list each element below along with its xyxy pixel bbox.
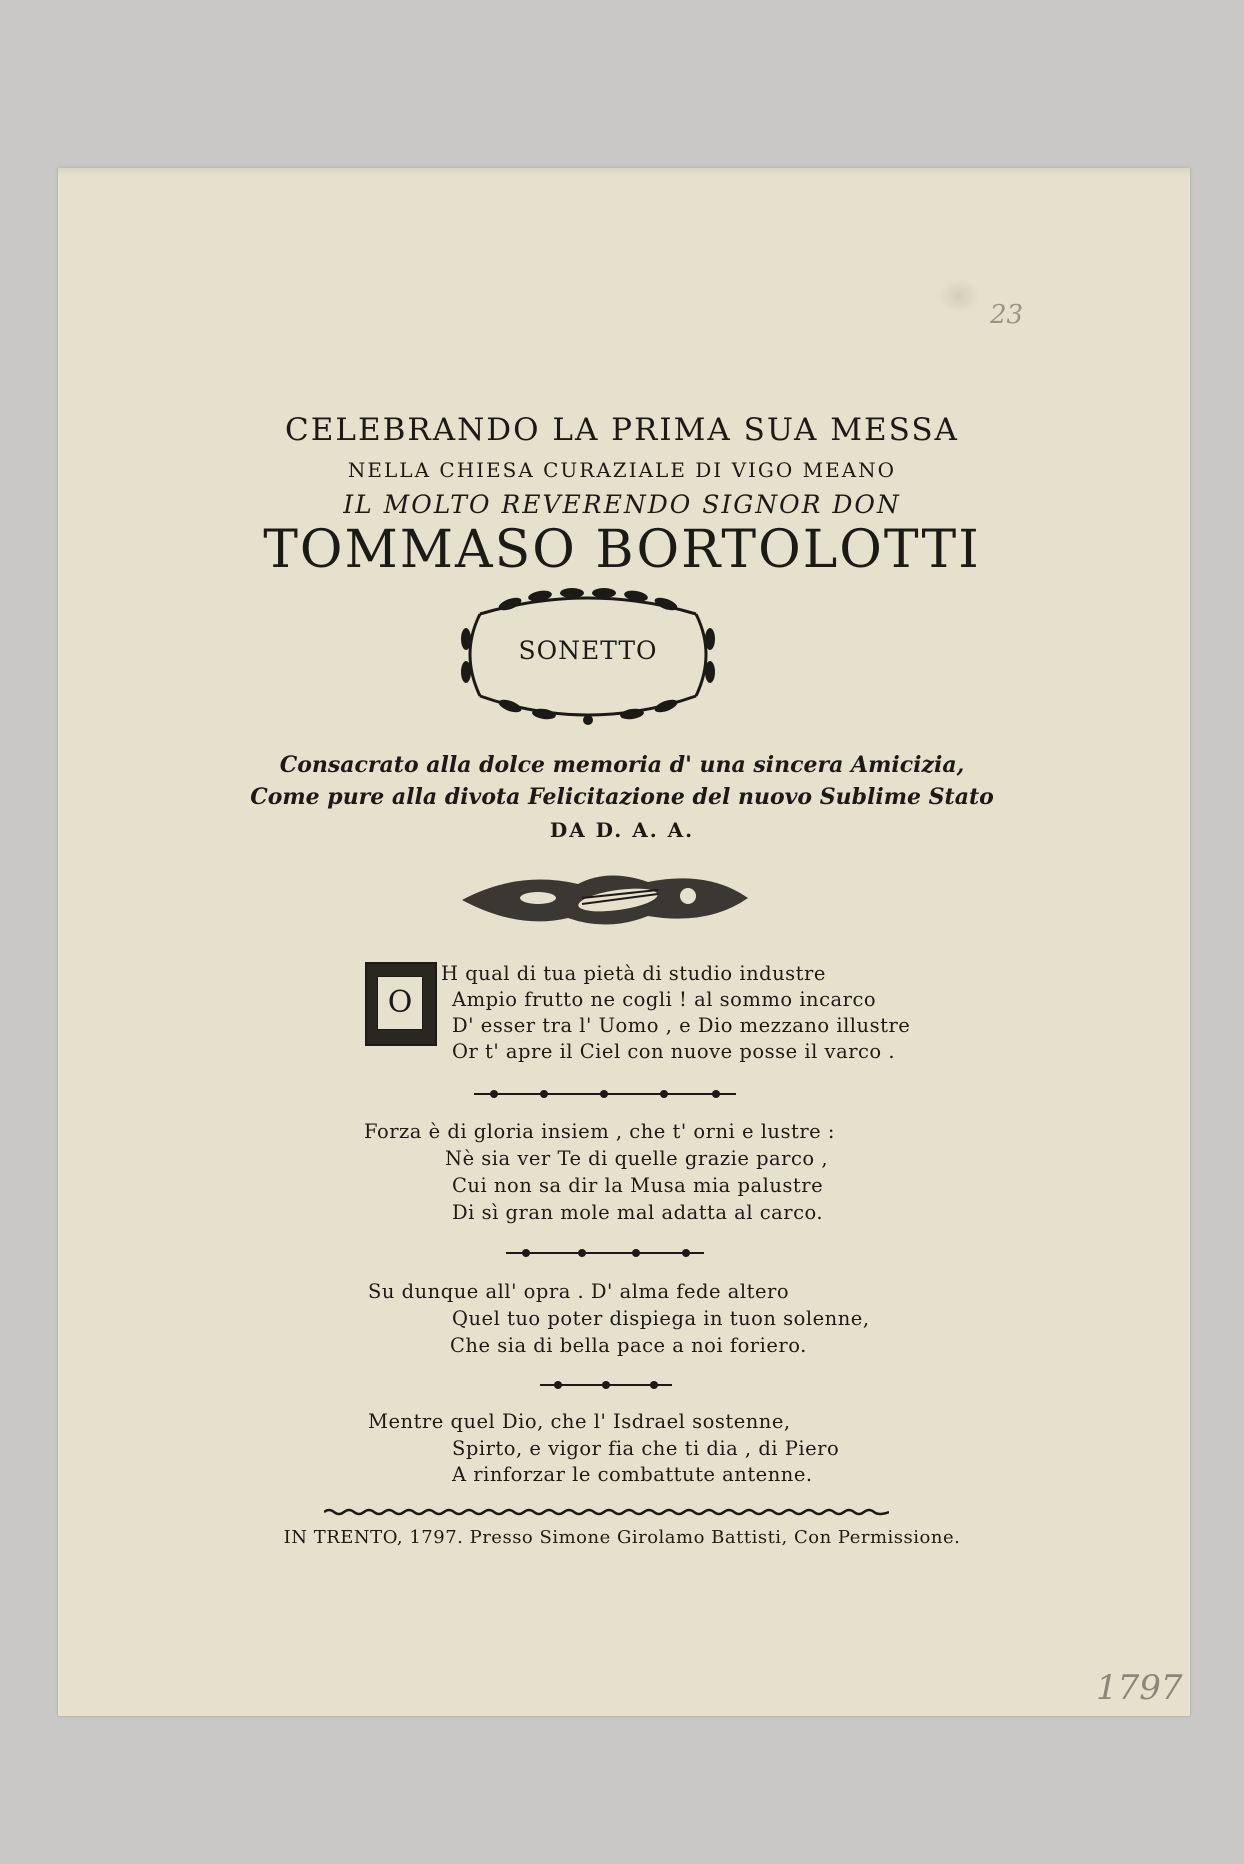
verse-line: Or t' apre il Ciel con nuove posse il varco . <box>452 1040 896 1063</box>
initial-letter: O <box>377 976 423 1030</box>
dedication-line-2: Come pure alla divota Felicitazione del nuovo Sublime Stato <box>250 784 994 810</box>
verse-line: Forza è di gloria insiem , che t' orni e lustre : <box>364 1120 835 1143</box>
title-line-2: NELLA CHIESA CURAZIALE DI VIGO MEANO <box>347 458 897 482</box>
handwritten-sheet-number: 23 <box>990 300 1024 330</box>
verse-line: Che sia di bella pace a noi foriero. <box>450 1334 807 1357</box>
divider-ornament-icon <box>506 1247 704 1259</box>
verse-line: Quel tuo poter dispiega in tuon solenne, <box>452 1307 870 1330</box>
verse-line: A rinforzar le combattute antenne. <box>452 1463 813 1486</box>
verse-line: Cui non sa dir la Musa mia palustre <box>452 1174 824 1197</box>
dedication-line-1: Consacrato alla dolce memoria d' una sincera Amicizia, <box>279 752 965 778</box>
decorated-initial-icon <box>365 962 437 1046</box>
verse-line: H qual di tua pietà di studio industre <box>441 962 826 985</box>
dedication-author: DA D. A. A. <box>549 818 695 842</box>
verse-line: Spirto, e vigor fia che ti dia , di Piero <box>452 1437 840 1460</box>
title-line-1: CELEBRANDO LA PRIMA SUA MESSA <box>285 412 959 448</box>
divider-ornament-icon <box>540 1379 672 1391</box>
verse-line: Mentre quel Dio, che l' Isdrael sostenne, <box>368 1410 791 1433</box>
verse-line: Ampio frutto ne cogli ! al sommo incarco <box>452 988 877 1011</box>
honoree-name: TOMMASO BORTOLOTTI <box>263 520 981 580</box>
wavy-rule-divider <box>324 1508 889 1516</box>
title-line-3: IL MOLTO REVERENDO SIGNOR DON <box>343 490 901 519</box>
printer-imprint: IN TRENTO, 1797. Presso Simone Girolamo Battisti, Con Permissione. <box>283 1527 961 1548</box>
musical-instruments-ornament-icon <box>458 864 752 936</box>
sonetto-label: SONETTO <box>518 636 658 665</box>
verse-line: Di sì gran mole mal adatta al carco. <box>452 1201 824 1224</box>
paper-stain <box>938 278 980 314</box>
handwritten-year: 1797 <box>1096 1668 1183 1708</box>
divider-ornament-icon <box>474 1088 736 1100</box>
verse-line: Su dunque all' opra . D' alma fede altero <box>368 1280 790 1303</box>
verse-line: Nè sia ver Te di quelle grazie parco , <box>445 1147 829 1170</box>
verse-line: D' esser tra l' Uomo , e Dio mezzano illustre <box>452 1014 911 1037</box>
